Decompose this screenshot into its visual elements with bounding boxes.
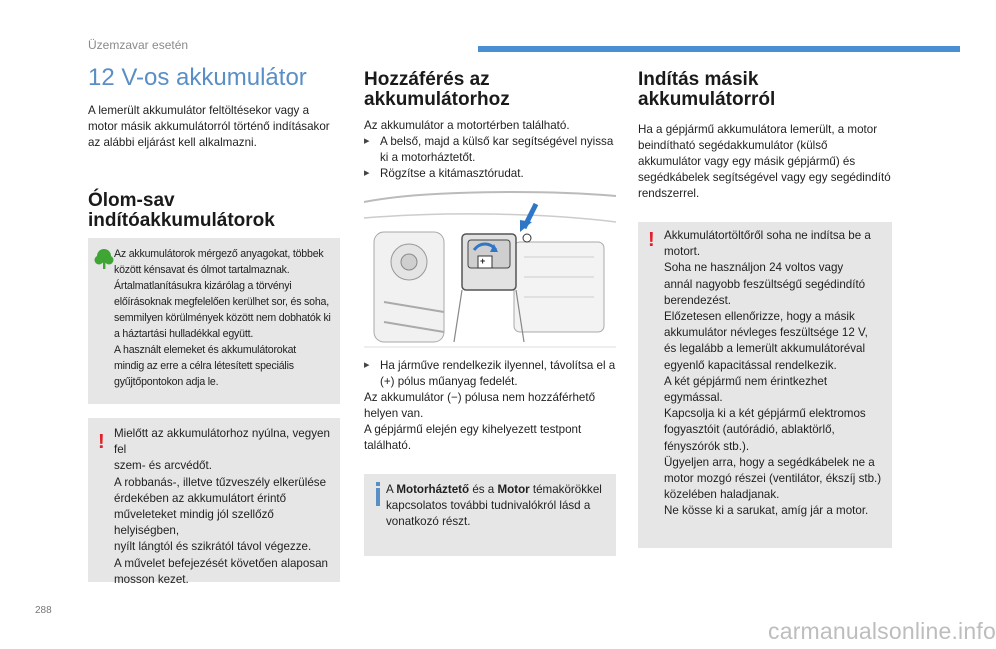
warning-text-handling — [114, 426, 334, 588]
text-line: annál nagyobb feszültségű segédindító — [664, 277, 866, 291]
text-line: berendezést. — [664, 293, 732, 307]
text-line: motor mozgó részei (ventilátor, ékszíj stb.) — [664, 472, 882, 486]
intro-text: A lemerült akkumulátor feltöltésekor vagy a motor másik akkumulátorról történő indításakor az alábbi eljárást kell alkalmazni. — [88, 103, 330, 149]
info-text-part: és a — [469, 483, 498, 496]
text-line: mindig az erre a célra létesített speciális — [114, 360, 294, 372]
text-line: A művelet befejezését követően alaposan — [114, 556, 328, 570]
info-text — [386, 482, 610, 531]
text-line: egyenlő kapacitással rendelkezik. — [664, 358, 837, 372]
plus-terminal-label: + — [480, 256, 486, 266]
jump-start-intro: Ha a gépjármű akkumulátora lemerült, a motor beindítható segédakkumulátor (külső akkumulátor vagy egy másik gépjármű) és segédkábelek segítségével vagy egy segédindító rendszerrel. — [638, 122, 891, 200]
text-line: A két gépjármű nem érintkezhet — [664, 374, 828, 388]
text-line: Akkumulátortöltőről soha ne indítsa be a — [664, 229, 871, 242]
text-line: semmilyen körülmények között nem dobhatók ki — [114, 312, 331, 324]
section-title-jump-start: Indítás másik akkumulátorról — [638, 69, 776, 110]
text-line: Ne kösse ki a sarukat, amíg jár a motor. — [664, 504, 869, 518]
column-access — [364, 64, 616, 182]
warning-text-jump-start — [664, 228, 886, 520]
warning-box-jump-start — [638, 222, 892, 548]
battery-location-text: Az akkumulátor a motortérben található. — [364, 118, 570, 132]
text-line: helyen van. — [364, 407, 424, 420]
step-open-bonnet — [364, 134, 616, 166]
environment-note-box — [88, 238, 340, 404]
exclamation-icon: ! — [98, 431, 105, 453]
text-line: Ártalmatlanításukra kizárólag a törvényi — [114, 280, 292, 292]
text-line: A gépjármű elején egy kihelyezett testpont — [364, 423, 582, 436]
text-line: Ügyeljen arra, hogy a segédkábelek ne a — [664, 455, 875, 469]
info-icon — [372, 488, 380, 506]
text-line: A robbanás-, illetve tűzveszély elkerülése — [114, 475, 327, 489]
text-line: mosson kezet. — [114, 572, 189, 586]
environment-note-text — [114, 246, 334, 390]
text-line: Soha ne használjon 24 voltos vagy — [664, 261, 844, 275]
text-line: Előzetesen ellenőrizze, hogy a másik — [664, 310, 855, 324]
info-box — [364, 474, 616, 556]
page-number: 288 — [35, 605, 52, 616]
step-remove-cover — [364, 358, 616, 390]
text-line: egymással. — [664, 391, 723, 405]
step-text: Rögzítse a kitámasztórudat. — [380, 166, 524, 180]
text-line: Kapcsolja ki a két gépjármű elektromos — [664, 407, 866, 421]
arrow-bullet-icon: ▸ — [364, 134, 370, 147]
step-text: Ha járműve rendelkezik ilyennel, távolítsa el a (+) pólus műanyag fedelét. — [380, 359, 616, 388]
text-line: között kénsavat és ólmot tartalmaznak. — [114, 264, 290, 276]
text-line: és legalább a lemerült akkumulátoréval — [664, 342, 866, 356]
info-term-engine: Motor — [497, 483, 530, 496]
page-title: 12 V-os akkumulátor — [88, 64, 307, 91]
info-term-bonnet: Motorháztető — [396, 483, 470, 496]
text-line: érdekében az akkumulátort érintő — [114, 491, 287, 505]
text-line: Az akkumulátorok mérgező anyagokat, többek — [114, 248, 324, 260]
text-line: gyűjtőpontokon adja le. — [114, 376, 219, 388]
text-line: Az akkumulátor (−) pólusa nem hozzáférhető — [364, 391, 596, 404]
step-fix-prop — [364, 166, 616, 182]
column-battery — [88, 64, 340, 239]
info-text-part: témakörökkel kapcsolatos további tudnivalókról lásd a vonatkozó részt. — [386, 483, 602, 529]
engine-bay-illustration — [364, 182, 616, 352]
text-line: előírásoknak megfelelően kerülhet sor, és soha, — [114, 296, 329, 308]
watermark: carmanualsonline.info — [768, 618, 996, 644]
running-header: Üzemzavar esetén — [88, 38, 189, 52]
text-line: közelében haladjanak. — [664, 488, 780, 502]
warning-box-handling — [88, 418, 340, 586]
leaf-tree-icon — [94, 248, 114, 275]
text-line: szem- és arcvédőt. — [114, 459, 212, 473]
column-jump-start — [638, 64, 892, 202]
text-line: Mielőtt az akkumulátorhoz nyúlna, vegyen fel — [114, 427, 330, 457]
column-access-lower — [364, 358, 616, 454]
exclamation-icon: ! — [648, 229, 655, 251]
text-line: nyílt lángtól és szikrától távol végezze. — [114, 540, 312, 554]
text-line: fényszórók stb.). — [664, 439, 750, 453]
text-line: található. — [364, 439, 412, 452]
header-rule — [478, 46, 960, 52]
text-line: fogyasztóit (autórádió, ablaktörlő, — [664, 423, 835, 437]
section-title-lead-acid: Ólom-sav indítóakkumulátorok — [88, 189, 275, 231]
arrow-bullet-icon: ▸ — [364, 166, 370, 179]
text-line: akkumulátor névleges feszültsége 12 V, — [664, 326, 868, 340]
text-line: motort. — [664, 245, 701, 259]
arrow-bullet-icon: ▸ — [364, 359, 370, 371]
text-line: a háztartási hulladékkal együtt. — [114, 328, 254, 340]
text-line: A használt elemeket és akkumulátorokat — [114, 344, 297, 356]
step-text: A belső, majd a külső kar segítségével nyissa ki a motorháztetőt. — [380, 134, 614, 164]
section-title-access: Hozzáférés az akkumulátorhoz — [364, 69, 510, 110]
text-line: műveleteket mindig jól szellőző helyiségben, — [114, 508, 274, 538]
negative-terminal-text — [364, 390, 616, 454]
info-text-part: A — [386, 483, 397, 496]
